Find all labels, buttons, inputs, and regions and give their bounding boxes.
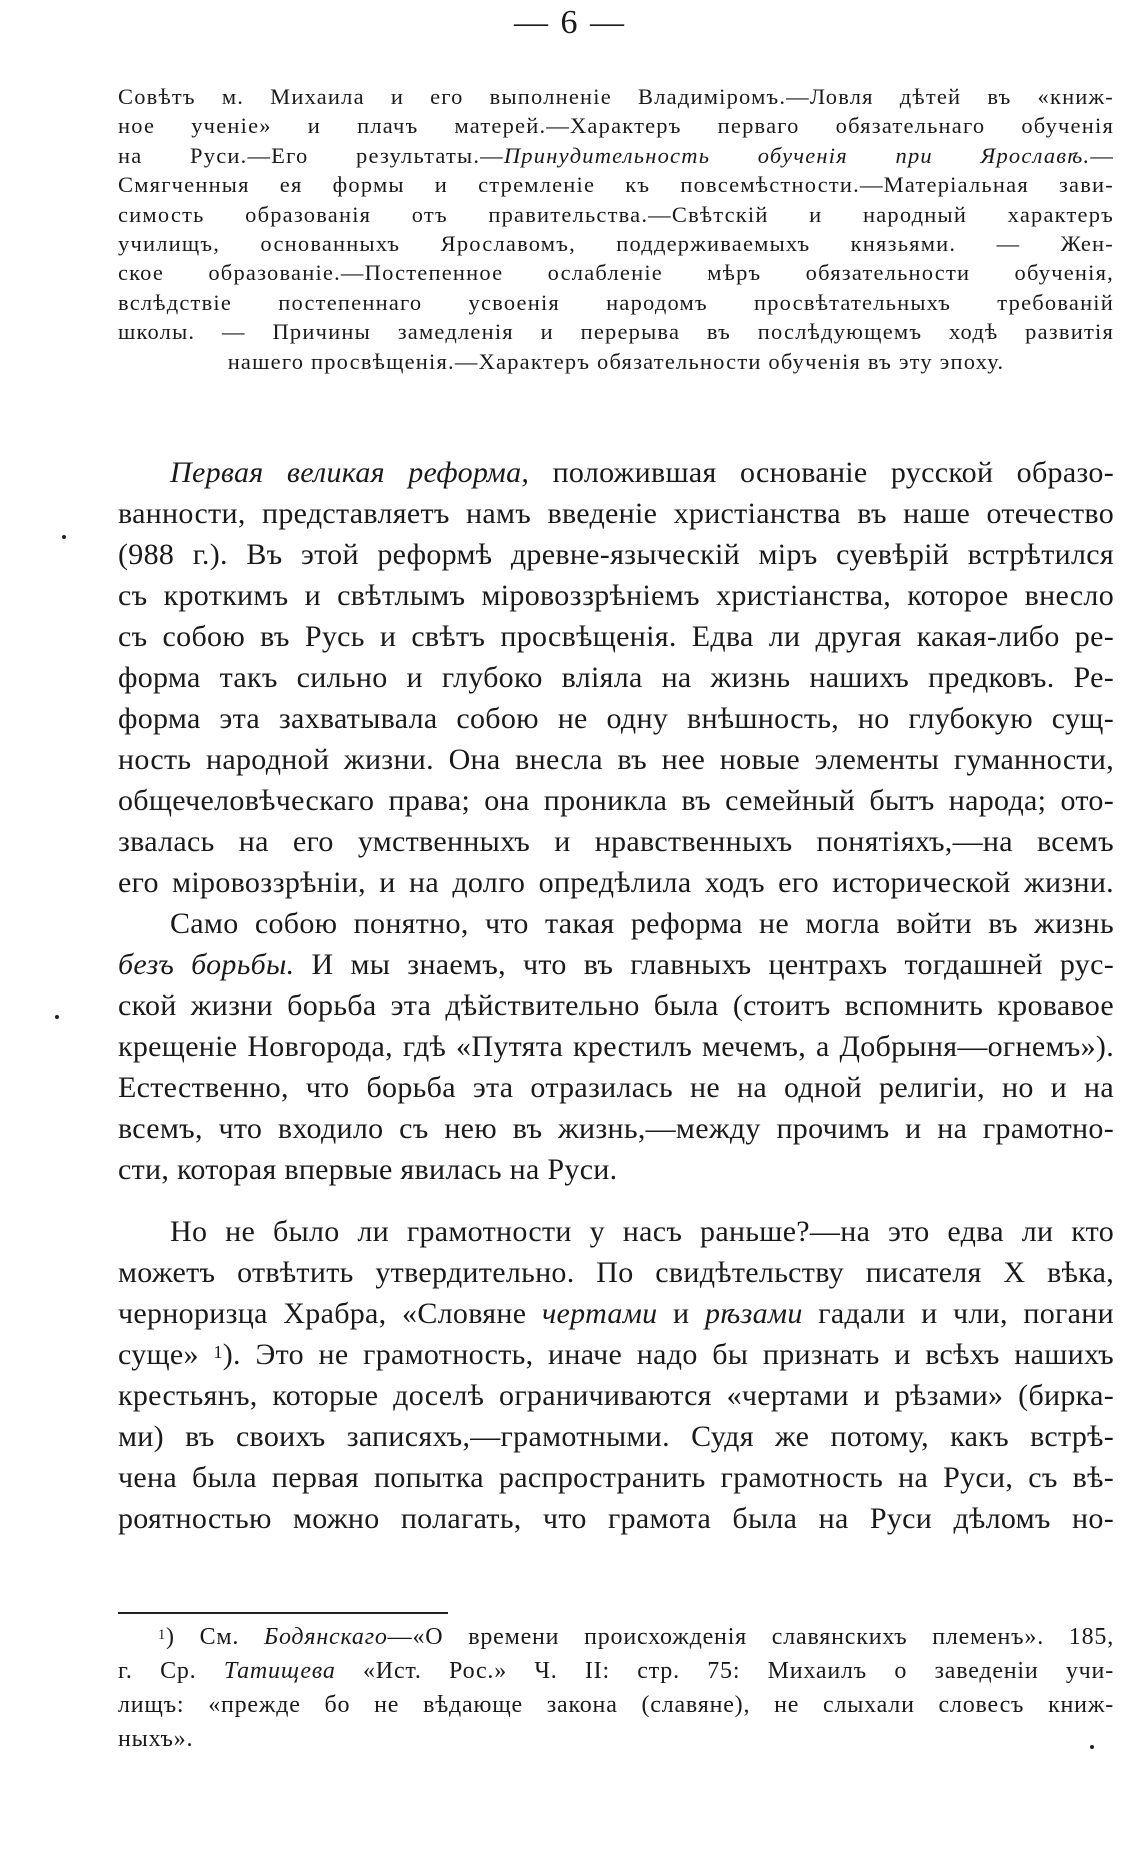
italic-lead: Первая великая реформа, <box>170 456 530 489</box>
body-line: ской жизни борьба эта дѣйствительно была (стоитъ вспомнить кровавое <box>118 989 1114 1022</box>
body-line: съ кроткимъ и свѣтлымъ міровоззрѣніемъ христіанства, которое внесло <box>118 579 1114 612</box>
body-line: Само собою понятно, что такая реформа не могла войти въ жизнь <box>170 907 1114 940</box>
body-line <box>118 452 1114 493</box>
footnote-line: ныхъ». <box>118 1726 194 1752</box>
body-line: крещеніе Новгорода, гдѣ «Путята крестилъ мечемъ, а Добрыня—огнемъ»). <box>118 1030 1114 1063</box>
body-line: можетъ отвѣтить утвердительно. По свидѣтельству писателя X вѣка, <box>118 1256 1114 1289</box>
summary-line: училищъ, основанныхъ Ярославомъ, поддерживаемыхъ князьями. — Жен- <box>118 231 1114 257</box>
body-line: съ собою въ Русь и свѣтъ просвѣщенія. Едва ли другая какая-либо ре- <box>118 620 1114 653</box>
body-line-text: и <box>657 1297 705 1330</box>
summary-text: на Руси.—Его результаты.— <box>118 142 504 168</box>
body-line <box>118 1293 1114 1334</box>
body-line: Естественно, что борьба эта отразилась не на одной религіи, но и на <box>118 1071 1114 1104</box>
body-line: всемъ, что входило съ нею въ жизнь,—между прочимъ и на грамотно- <box>118 1112 1114 1145</box>
summary-line <box>118 141 1114 170</box>
body-line: ность народной жизни. Она внесла въ нее новые элементы гуманности, <box>118 743 1114 776</box>
footnote-text: ) См. <box>166 1624 264 1650</box>
body-line: форма эта захватывала собою не одну внѣшность, но глубокую сущ- <box>118 702 1114 735</box>
scan-speck <box>1090 1745 1094 1749</box>
summary-line: вслѣдствіе постепеннаго усвоенія народомъ просвѣтательныхъ требованій <box>118 289 1114 315</box>
body-line: форма такъ сильно и глубоко вліяла на жизнь нашихъ предковъ. Ре- <box>118 661 1114 694</box>
footnote-text: —«О времени происхожденія славянскихъ племенъ». 185, <box>387 1624 1114 1650</box>
summary-line: Совѣтъ м. Михаила и его выполненіе Владиміромъ.—Ловля дѣтей въ «книж- <box>118 84 1114 109</box>
body-line-text: положившая основаніе русской образо- <box>529 456 1114 489</box>
footnote-divider <box>118 1612 448 1614</box>
body-line-text: ). Это не грамотность, иначе надо бы признать и всѣхъ нашихъ <box>222 1338 1114 1371</box>
body-line: ми) въ своихъ записяхъ,—грамотными. Судя же потому, какъ встрѣ- <box>118 1420 1114 1453</box>
italic-phrase: безъ борьбы. <box>118 948 295 981</box>
body-line: крестьянъ, которые доселѣ ограничиваются «чертами и рѣзами» (бирка- <box>118 1379 1114 1412</box>
summary-line: ское образованіе.—Постепенное ослабленіе мѣръ обязательности обученія, <box>118 260 1114 286</box>
summary-line: Смягченныя ея формы и стремленіе къ повсемѣстности.—Матеріальная зави- <box>118 172 1114 198</box>
footnote-author: Татищева <box>223 1658 336 1684</box>
summary-line: нашего просвѣщенія.—Характеръ обязательности обученія въ эту эпоху. <box>227 348 1005 374</box>
footnote-reference[interactable]: 1 <box>213 1342 223 1362</box>
footnote-line <box>118 1654 1114 1688</box>
body-line <box>118 944 1114 985</box>
scan-speck <box>62 535 66 539</box>
body-line-text: суще» <box>118 1338 214 1371</box>
footnote-marker: 1 <box>158 1627 166 1643</box>
body-line: роятностью можно полагать, что грамота была на Руси дѣломъ но- <box>118 1502 1114 1535</box>
body-line: общечеловѣческаго права; она проникла въ семейный бытъ народа; ото- <box>118 784 1114 817</box>
summary-line-text <box>118 143 1114 168</box>
body-line <box>118 1334 1114 1375</box>
footnote-text: «Ист. Рос.» Ч. II: стр. 75: Михаилъ о заведеніи учи- <box>335 1658 1114 1684</box>
summary-line: симость образованія отъ правительства.—Свѣтскій и народный характеръ <box>118 201 1114 227</box>
body-line: чена была первая попытка распространить грамотность на Руси, съ вѣ- <box>118 1461 1114 1494</box>
footnote-line <box>118 1620 1114 1654</box>
body-line: Но не было ли грамотности у насъ раньше?—на это едва ли кто <box>170 1215 1114 1248</box>
body-line-text: черноризца Храбра, «Словяне <box>118 1297 542 1330</box>
chapter-summary <box>118 82 1114 376</box>
footnote-line: лищъ: «прежде бо не вѣдающе закона (славяне), не слыхали словесъ книж- <box>118 1692 1114 1718</box>
body-line: (988 г.). Въ этой реформѣ древне-языческій міръ суевѣрій встрѣтился <box>118 538 1114 571</box>
summary-line: школы. — Причины замедленія и перерыва въ послѣдующемъ ходѣ развитія <box>118 319 1114 345</box>
footnotes <box>118 1620 1114 1756</box>
page-number: — 6 — <box>514 4 626 41</box>
footnote-author: Бодянскаго <box>263 1624 388 1650</box>
summary-italic: Принудительность обученія при Ярославѣ. <box>503 142 1091 168</box>
body-line-text: гадали и чли, погани <box>802 1297 1114 1330</box>
summary-text: — <box>1090 142 1115 168</box>
italic-word: чертами <box>541 1297 658 1330</box>
body-line-text: И мы знаемъ, что въ главныхъ центрахъ тогдашней рус- <box>294 948 1114 981</box>
body-line: сти, которая впервые явилась на Руси. <box>118 1153 618 1186</box>
body-line: его міровоззрѣніи, и на долго опредѣлила ходъ его исторической жизни. <box>118 866 1114 899</box>
scan-speck <box>55 1015 59 1019</box>
italic-word: рѣзами <box>704 1297 803 1330</box>
paragraph-gap <box>118 1190 1114 1211</box>
body-line: ванности, представляетъ намъ введеніе христіанства въ наше отечество <box>118 497 1114 530</box>
main-text <box>118 452 1114 1539</box>
summary-line: ное ученіе» и плачъ матерей.—Характеръ перваго обязательнаго обученія <box>118 113 1114 139</box>
footnote-text: г. Ср. <box>118 1658 224 1684</box>
body-line: звалась на его умственныхъ и нравственныхъ понятіяхъ,—на всемъ <box>118 825 1114 858</box>
